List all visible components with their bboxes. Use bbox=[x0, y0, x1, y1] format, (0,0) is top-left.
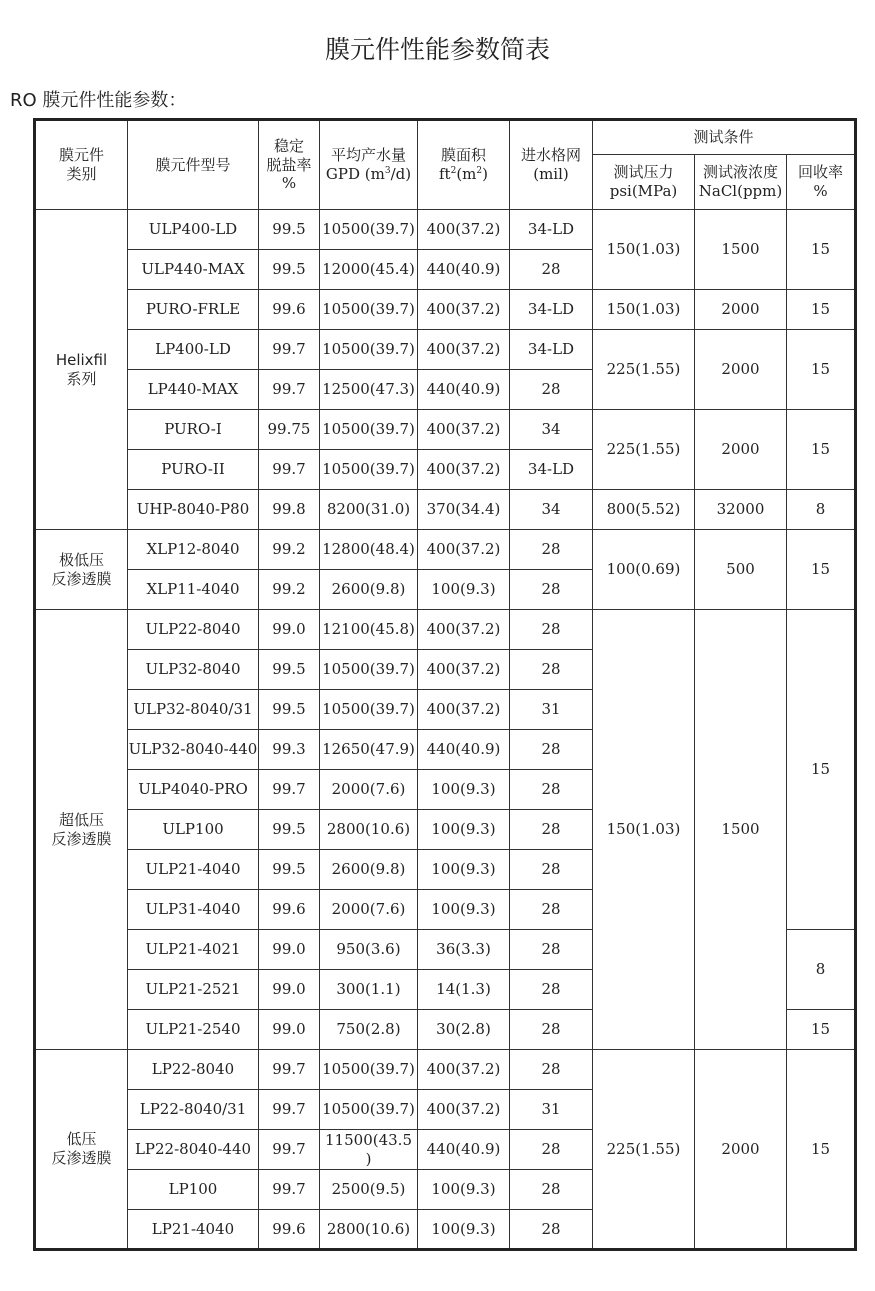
spacer-cell: 28 bbox=[510, 810, 593, 850]
area-cell: 100(9.3) bbox=[418, 890, 510, 930]
flow-cell: 950(3.6) bbox=[320, 930, 418, 970]
table-row bbox=[35, 1050, 856, 1090]
concentration-cell: 1500 bbox=[695, 610, 787, 1050]
model-cell: ULP4040-PRO bbox=[128, 770, 259, 810]
flow-cell: 8200(31.0) bbox=[320, 490, 418, 530]
rejection-cell: 99.5 bbox=[259, 650, 320, 690]
category-label: 超低压 bbox=[58, 810, 104, 829]
spec-table bbox=[33, 118, 857, 1251]
area-cell: 400(37.2) bbox=[418, 330, 510, 370]
model-cell: LP22-8040 bbox=[128, 1050, 259, 1090]
model-cell: ULP100 bbox=[128, 810, 259, 850]
table-row bbox=[35, 210, 856, 250]
area-cell: 400(37.2) bbox=[418, 290, 510, 330]
flow-cell: 2000(7.6) bbox=[320, 890, 418, 930]
pressure-cell: 800(5.52) bbox=[593, 490, 695, 530]
flow-cell: 12800(48.4) bbox=[320, 530, 418, 570]
rejection-cell: 99.2 bbox=[259, 570, 320, 610]
rejection-cell: 99.0 bbox=[259, 1010, 320, 1050]
rejection-cell: 99.7 bbox=[259, 1130, 320, 1170]
table-row bbox=[35, 490, 856, 530]
spacer-cell: 28 bbox=[510, 770, 593, 810]
rejection-cell: 99.5 bbox=[259, 850, 320, 890]
flow-cell: 10500(39.7) bbox=[320, 450, 418, 490]
area-cell: 400(37.2) bbox=[418, 1050, 510, 1090]
concentration-cell: 2000 bbox=[695, 290, 787, 330]
rejection-cell: 99.6 bbox=[259, 1210, 320, 1250]
spacer-cell: 28 bbox=[510, 970, 593, 1010]
pressure-cell: 225(1.55) bbox=[593, 410, 695, 490]
model-cell: ULP440-MAX bbox=[128, 250, 259, 290]
model-cell: ULP32-8040/31 bbox=[128, 690, 259, 730]
model-cell: XLP11-4040 bbox=[128, 570, 259, 610]
recovery-cell: 8 bbox=[787, 490, 856, 530]
model-cell: LP400-LD bbox=[128, 330, 259, 370]
model-cell: UHP-8040-P80 bbox=[128, 490, 259, 530]
header-spacer: 进水格网 (mil) bbox=[510, 120, 593, 210]
flow-cell: 12650(47.9) bbox=[320, 730, 418, 770]
rejection-cell: 99.5 bbox=[259, 250, 320, 290]
spacer-cell: 28 bbox=[510, 1010, 593, 1050]
flow-cell: 2000(7.6) bbox=[320, 770, 418, 810]
spacer-cell: 28 bbox=[510, 650, 593, 690]
rejection-cell: 99.7 bbox=[259, 1090, 320, 1130]
area-cell: 30(2.8) bbox=[418, 1010, 510, 1050]
category-cell bbox=[35, 530, 128, 610]
recovery-cell: 15 bbox=[787, 410, 856, 490]
area-cell: 400(37.2) bbox=[418, 650, 510, 690]
model-cell: ULP21-4021 bbox=[128, 930, 259, 970]
flow-cell: 10500(39.7) bbox=[320, 1090, 418, 1130]
rejection-cell: 99.3 bbox=[259, 730, 320, 770]
flow-cell: 2500(9.5) bbox=[320, 1170, 418, 1210]
table-row bbox=[35, 410, 856, 450]
flow-cell: 10500(39.7) bbox=[320, 210, 418, 250]
model-cell: LP21-4040 bbox=[128, 1210, 259, 1250]
recovery-cell: 15 bbox=[787, 290, 856, 330]
header-pressure: 测试压力 psi(MPa) bbox=[593, 155, 695, 210]
spacer-cell: 28 bbox=[510, 1210, 593, 1250]
area-cell: 100(9.3) bbox=[418, 570, 510, 610]
spacer-cell: 28 bbox=[510, 1050, 593, 1090]
model-cell: ULP21-2521 bbox=[128, 970, 259, 1010]
category-label: Helixfil bbox=[55, 350, 108, 369]
category-label: 极低压 bbox=[58, 550, 104, 569]
flow-cell: 2800(10.6) bbox=[320, 810, 418, 850]
pressure-cell: 150(1.03) bbox=[593, 210, 695, 290]
flow-cell: 750(2.8) bbox=[320, 1010, 418, 1050]
area-cell: 14(1.3) bbox=[418, 970, 510, 1010]
model-cell: LP100 bbox=[128, 1170, 259, 1210]
area-cell: 100(9.3) bbox=[418, 1210, 510, 1250]
table-row bbox=[35, 610, 856, 650]
concentration-cell: 1500 bbox=[695, 210, 787, 290]
flow-cell: 10500(39.7) bbox=[320, 1050, 418, 1090]
area-cell: 400(37.2) bbox=[418, 530, 510, 570]
header-recovery: 回收率 % bbox=[787, 155, 856, 210]
spacer-cell: 34-LD bbox=[510, 330, 593, 370]
spacer-cell: 34-LD bbox=[510, 450, 593, 490]
spacer-cell: 34-LD bbox=[510, 290, 593, 330]
model-cell: PURO-II bbox=[128, 450, 259, 490]
recovery-cell: 15 bbox=[787, 210, 856, 290]
spacer-cell: 28 bbox=[510, 250, 593, 290]
page-title: 膜元件性能参数简表 bbox=[324, 35, 550, 64]
recovery-cell: 8 bbox=[787, 930, 856, 1010]
model-cell: ULP31-4040 bbox=[128, 890, 259, 930]
spacer-cell: 34 bbox=[510, 410, 593, 450]
recovery-cell: 15 bbox=[787, 530, 856, 610]
header-category: 膜元件 类别 bbox=[35, 120, 128, 210]
category-label: 反渗透膜 bbox=[51, 1149, 112, 1167]
recovery-cell: 15 bbox=[787, 610, 856, 930]
spacer-cell: 28 bbox=[510, 570, 593, 610]
area-cell: 440(40.9) bbox=[418, 370, 510, 410]
category-cell bbox=[35, 210, 128, 530]
area-cell: 440(40.9) bbox=[418, 1130, 510, 1170]
rejection-cell: 99.0 bbox=[259, 610, 320, 650]
category-label: 反渗透膜 bbox=[51, 569, 112, 588]
concentration-cell: 2000 bbox=[695, 410, 787, 490]
area-cell: 100(9.3) bbox=[418, 850, 510, 890]
area-cell: 400(37.2) bbox=[418, 1090, 510, 1130]
model-cell: LP440-MAX bbox=[128, 370, 259, 410]
area-cell: 370(34.4) bbox=[418, 490, 510, 530]
recovery-cell: 15 bbox=[787, 1010, 856, 1050]
concentration-cell: 2000 bbox=[695, 1050, 787, 1250]
area-cell: 100(9.3) bbox=[418, 1170, 510, 1210]
pressure-cell: 225(1.55) bbox=[593, 330, 695, 410]
header-flow: 平均产水量 GPD $(m^3/d)$ bbox=[320, 120, 418, 210]
rejection-cell: 99.7 bbox=[259, 1050, 320, 1090]
spacer-cell: 28 bbox=[510, 930, 593, 970]
rejection-cell: 99.5 bbox=[259, 810, 320, 850]
table-row bbox=[35, 290, 856, 330]
area-cell: 400(37.2) bbox=[418, 450, 510, 490]
spacer-cell: 28 bbox=[510, 610, 593, 650]
table-row bbox=[35, 530, 856, 570]
rejection-cell: 99.75 bbox=[259, 410, 320, 450]
spacer-cell: 34 bbox=[510, 490, 593, 530]
flow-cell: 2600(9.8) bbox=[320, 850, 418, 890]
area-cell: 400(37.2) bbox=[418, 410, 510, 450]
rejection-cell: 99.7 bbox=[259, 450, 320, 490]
area-cell: 400(37.2) bbox=[418, 210, 510, 250]
pressure-cell: 150(1.03) bbox=[593, 290, 695, 330]
spacer-cell: 28 bbox=[510, 1130, 593, 1170]
area-cell: 100(9.3) bbox=[418, 770, 510, 810]
recovery-cell: 15 bbox=[787, 330, 856, 410]
flow-cell: 2600(9.8) bbox=[320, 570, 418, 610]
flow-cell: 10500(39.7) bbox=[320, 290, 418, 330]
rejection-cell: 99.2 bbox=[259, 530, 320, 570]
category-cell bbox=[35, 1050, 128, 1250]
pressure-cell: 100(0.69) bbox=[593, 530, 695, 610]
rejection-cell: 99.7 bbox=[259, 330, 320, 370]
rejection-cell: 99.6 bbox=[259, 890, 320, 930]
model-cell: PURO-FRLE bbox=[128, 290, 259, 330]
model-cell: ULP400-LD bbox=[128, 210, 259, 250]
header-model: 膜元件型号 bbox=[128, 120, 259, 210]
category-cell bbox=[35, 610, 128, 1050]
spacer-cell: 34-LD bbox=[510, 210, 593, 250]
rejection-cell: 99.7 bbox=[259, 1170, 320, 1210]
area-cell: 36(3.3) bbox=[418, 930, 510, 970]
model-cell: PURO-I bbox=[128, 410, 259, 450]
rejection-cell: 99.6 bbox=[259, 290, 320, 330]
rejection-cell: 99.5 bbox=[259, 210, 320, 250]
model-cell: ULP21-4040 bbox=[128, 850, 259, 890]
header-concentration: 测试液浓度 NaCl(ppm) bbox=[695, 155, 787, 210]
table-row bbox=[35, 330, 856, 370]
rejection-cell: 99.0 bbox=[259, 930, 320, 970]
pressure-cell: 150(1.03) bbox=[593, 610, 695, 1050]
model-cell: ULP22-8040 bbox=[128, 610, 259, 650]
category-label: 反渗透膜 bbox=[51, 829, 112, 848]
category-label: 系列 bbox=[66, 369, 97, 388]
rejection-cell: 99.0 bbox=[259, 970, 320, 1010]
recovery-cell: 15 bbox=[787, 1050, 856, 1250]
flow-cell: 11500(43.5 ) bbox=[320, 1130, 418, 1170]
concentration-cell: 2000 bbox=[695, 330, 787, 410]
model-cell: ULP32-8040-440 bbox=[128, 730, 259, 770]
model-cell: LP22-8040-440 bbox=[128, 1130, 259, 1170]
model-cell: XLP12-8040 bbox=[128, 530, 259, 570]
flow-cell: 12500(47.3) bbox=[320, 370, 418, 410]
spacer-cell: 28 bbox=[510, 890, 593, 930]
area-cell: 440(40.9) bbox=[418, 250, 510, 290]
rejection-cell: 99.7 bbox=[259, 770, 320, 810]
spec-table-body bbox=[35, 210, 856, 1250]
header-rejection: 稳定 脱盐率 % bbox=[259, 120, 320, 210]
area-cell: 100(9.3) bbox=[418, 810, 510, 850]
rejection-cell: 99.5 bbox=[259, 690, 320, 730]
flow-cell: 12000(45.4) bbox=[320, 250, 418, 290]
spacer-cell: 28 bbox=[510, 530, 593, 570]
flow-cell: 12100(45.8) bbox=[320, 610, 418, 650]
area-cell: 400(37.2) bbox=[418, 690, 510, 730]
spacer-cell: 28 bbox=[510, 370, 593, 410]
pressure-cell: 225(1.55) bbox=[593, 1050, 695, 1250]
spacer-cell: 31 bbox=[510, 690, 593, 730]
flow-cell: 10500(39.7) bbox=[320, 410, 418, 450]
spacer-cell: 31 bbox=[510, 1090, 593, 1130]
spacer-cell: 28 bbox=[510, 1170, 593, 1210]
flow-cell: 10500(39.7) bbox=[320, 650, 418, 690]
header-area: 膜面积 $ft^2(m^2)$ bbox=[418, 120, 510, 210]
header-test-conditions: 测试条件 bbox=[593, 120, 856, 155]
flow-cell: 10500(39.7) bbox=[320, 690, 418, 730]
spacer-cell: 28 bbox=[510, 850, 593, 890]
category-label: 低压 bbox=[66, 1130, 97, 1149]
area-cell: 440(40.9) bbox=[418, 730, 510, 770]
rejection-cell: 99.7 bbox=[259, 370, 320, 410]
model-cell: ULP32-8040 bbox=[128, 650, 259, 690]
model-cell: ULP21-2540 bbox=[128, 1010, 259, 1050]
flow-cell: 300(1.1) bbox=[320, 970, 418, 1010]
concentration-cell: 32000 bbox=[695, 490, 787, 530]
rejection-cell: 99.8 bbox=[259, 490, 320, 530]
concentration-cell: 500 bbox=[695, 530, 787, 610]
section-subtitle: RO 膜元件性能参数： bbox=[10, 90, 187, 111]
spacer-cell: 28 bbox=[510, 730, 593, 770]
area-cell: 400(37.2) bbox=[418, 610, 510, 650]
flow-cell: 10500(39.7) bbox=[320, 330, 418, 370]
model-cell: LP22-8040/31 bbox=[128, 1090, 259, 1130]
flow-cell: 2800(10.6) bbox=[320, 1210, 418, 1250]
